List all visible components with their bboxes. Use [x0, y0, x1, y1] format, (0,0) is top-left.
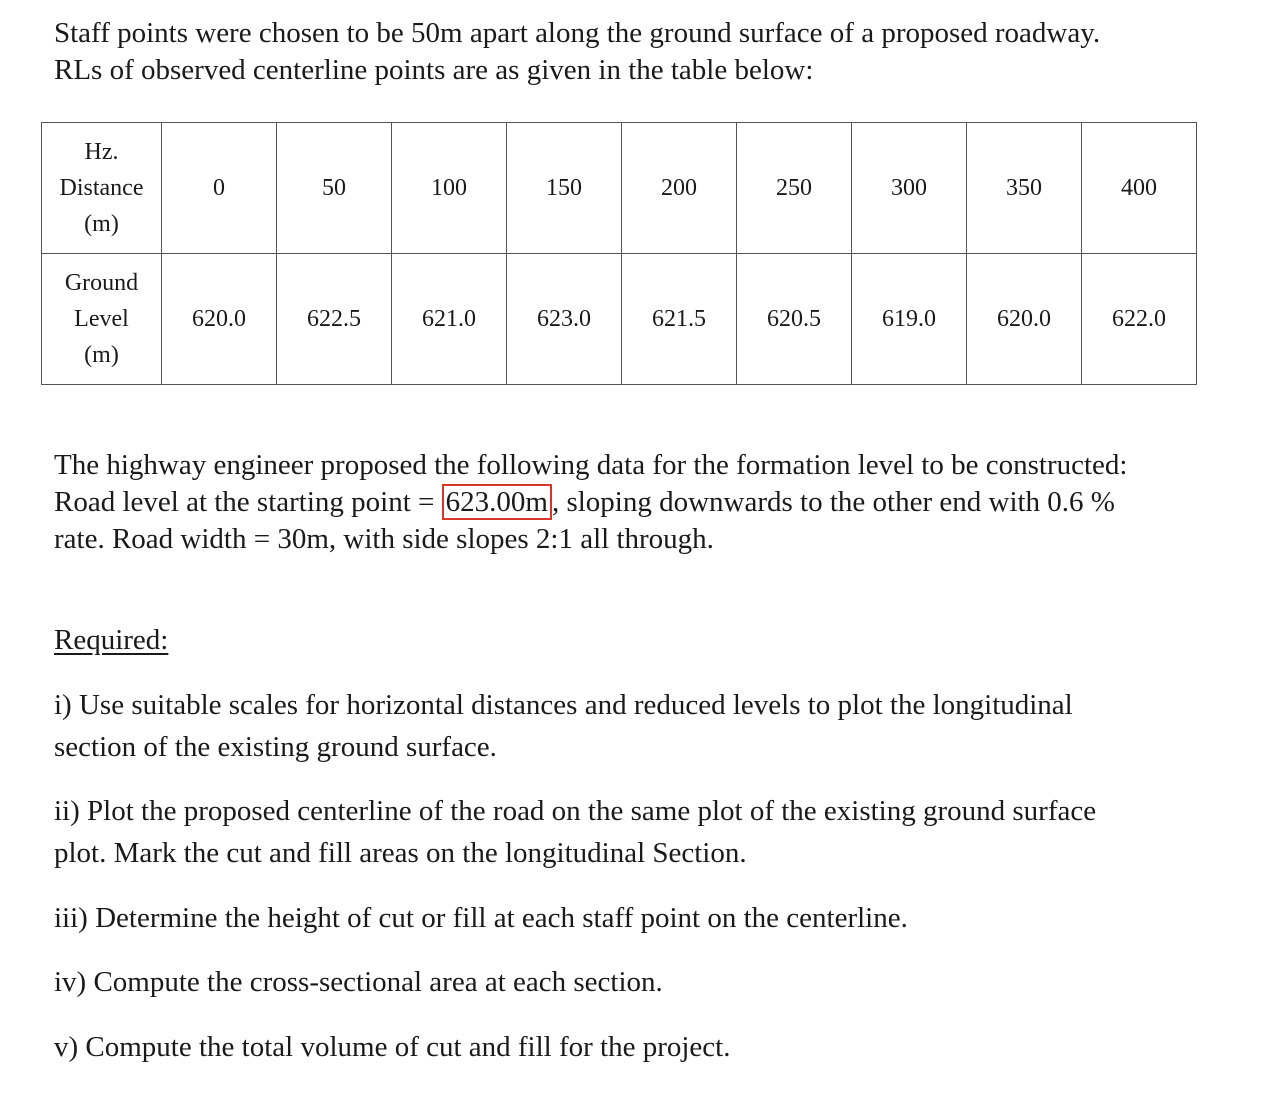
proposal-line-3: rate. Road width = 30m, with side slopes 2:1 all through. [54, 523, 714, 555]
requirement-item [54, 1026, 731, 1068]
intro-paragraph [54, 15, 1100, 89]
requirement-line: ii) Plot the proposed centerline of the road on the same plot of the existing ground surface [54, 795, 1097, 827]
distance-cell: 250 [737, 123, 852, 254]
intro-line-1: Staff points were chosen to be 50m apart along the ground surface of a proposed roadway. [54, 17, 1101, 49]
ground-level-cell: 621.0 [392, 254, 507, 385]
distance-cell: 50 [277, 123, 392, 254]
distance-cell: 350 [967, 123, 1082, 254]
header-line: (m) [84, 211, 119, 237]
requirement-line: iii) Determine the height of cut or fill at each staff point on the centerline. [54, 902, 908, 934]
distance-cell: 400 [1082, 123, 1197, 254]
distance-cell: 0 [162, 123, 277, 254]
requirement-line: plot. Mark the cut and fill areas on the longitudinal Section. [54, 837, 747, 869]
proposal-line-2-end: , sloping downwards to the other end with 0.6 % [551, 486, 1115, 518]
requirement-item [54, 684, 1073, 768]
ground-level-cell: 622.5 [277, 254, 392, 385]
proposal-paragraph [54, 447, 1127, 558]
ground-level-cell: 621.5 [622, 254, 737, 385]
ground-level-cell: 622.0 [1082, 254, 1197, 385]
ground-level-cell: 619.0 [852, 254, 967, 385]
distance-cell: 300 [852, 123, 967, 254]
required-heading: Required: [54, 624, 169, 656]
distance-row-header [42, 123, 162, 254]
distance-row [42, 123, 1197, 254]
distance-cell: 200 [622, 123, 737, 254]
header-line: Ground [64, 270, 139, 296]
requirement-item [54, 790, 1096, 874]
requirement-line: section of the existing ground surface. [54, 731, 497, 763]
requirement-item [54, 961, 663, 1003]
ground-level-cell: 620.0 [967, 254, 1082, 385]
ground-level-cell: 620.0 [162, 254, 277, 385]
requirement-item [54, 897, 908, 939]
ground-level-row-header [42, 254, 162, 385]
proposal-line-2 [54, 484, 1127, 521]
requirement-line: v) Compute the total volume of cut and fill for the project. [54, 1031, 731, 1063]
ground-level-cell: 623.0 [507, 254, 622, 385]
header-line: Level [74, 306, 129, 332]
intro-line-2: RLs of observed centerline points are as given in the table below: [54, 54, 814, 86]
survey-data-table [41, 122, 1197, 385]
requirement-line: iv) Compute the cross-sectional area at each section. [54, 966, 663, 998]
proposal-line-1: The highway engineer proposed the following data for the formation level to be constructed: [54, 449, 1128, 481]
header-line: (m) [84, 342, 119, 368]
header-line: Distance [59, 175, 144, 201]
ground-level-cell: 620.5 [737, 254, 852, 385]
header-line: Hz. [84, 139, 119, 165]
ground-level-row [42, 254, 1197, 385]
distance-cell: 150 [507, 123, 622, 254]
highlighted-start-level: 623.00m [442, 484, 552, 520]
requirement-line: i) Use suitable scales for horizontal distances and reduced levels to plot the longitudinal [54, 689, 1073, 721]
proposal-line-2-start: Road level at the starting point = [54, 486, 442, 518]
distance-cell: 100 [392, 123, 507, 254]
